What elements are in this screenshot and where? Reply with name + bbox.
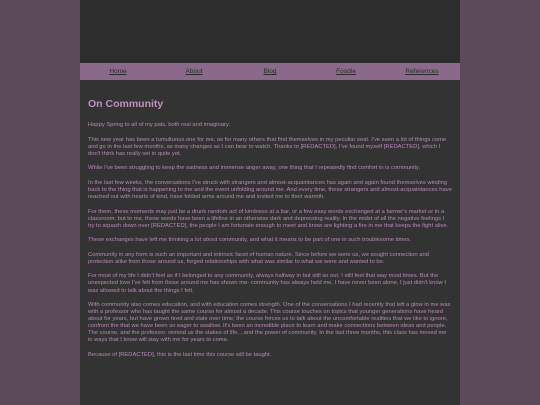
article-paragraph: While I've been struggling to keep the sadness and immense anger away, one thing that I repeatedly find comfort in is community. [88, 165, 421, 172]
nav-link-blog[interactable]: Blog [263, 68, 277, 75]
nav-link-home[interactable]: Home [109, 68, 127, 75]
article-paragraph: For them, these moments may just be a drunk random act of kindness at a bar, or a few easy words exchanged at a farmer's market or in a classroom; but to me, these words have been a lifeline in an otherwise dark and depressing reality. In the midst of all the negative feelings I try to squash down over [REDACTED], the people I am fortunate enough to meet and know are lighting a fire in me that keeps the fight alive. [88, 208, 449, 229]
article-paragraph: Community in any form is such an important and intrinsic facet of human nature. Since before we were us, we sought connection and protection alike from those around us, forged relationships with what was similar to what we were and wanted to be. [88, 251, 429, 265]
nav-link-references[interactable]: References [405, 68, 439, 75]
site-header [80, 0, 460, 63]
article-paragraph: Happy Spring to all of my pals, both real and imaginary. [88, 122, 230, 128]
article-title: On Community [88, 98, 164, 110]
nav-link-foodie[interactable]: Foodie [336, 68, 356, 75]
article-paragraph: In the last few weeks, the conversations I've struck with strangers and almost-acquaintances has again and again found themselves winding back to the thing that is happening to me and the event unfolding around me. And every time, these strangers and almost-acquaintances have reached out with hearts of kind, have folded arms around me and invited me to their warmth. [88, 179, 452, 200]
nav-link-about[interactable]: About [185, 68, 203, 75]
article-paragraph: This new year has been a tumultuous one for me, as for many others that find themselves in my peculiar seat. I've seen a lot of things come and go in the last few months, as many changes as I can bear to watch. Thanks to [REDACTED], I've found myself [REDACTED], which I don't think has really set in quite yet. [88, 136, 447, 157]
page-container [80, 0, 460, 405]
main-nav [80, 63, 460, 80]
article-paragraph: Because of [REDACTED], this is the last time this course will be taught. [88, 351, 272, 358]
article-content [88, 88, 452, 405]
article-paragraph: These exchanges have left me thinking a lot about community, and what it means to be part of one in such troublesome times. [88, 237, 412, 244]
article-paragraph: For most of my life I didn't feel as if I belonged to any community, always halfway in but still so out. I still feel that way most times. But the unexpected love I've felt from those around me has shown me- community has always held me. I have never been alone, I just didn't know I was allowed to talk about the things I felt. [88, 273, 446, 294]
article-paragraph: With community also comes education, and with education comes strength. One of the conversations I had recently that left a glow in me was with a professor who has taught the same course for almost a decade. This course touches on topics that younger generations have heard about for years, but have grown tired and stale over time; the course forces us to talk about the uncomfortable realities that we like to ignore, confront the that we have been so eager to swallow. It's been an incredible place to learn and make connections between ideas and people. The course, and the professor, remind us the stakes of life, , and the power of community. In the last three months, this class has moved me in ways that I know will stay with me for years to come. [88, 302, 451, 344]
